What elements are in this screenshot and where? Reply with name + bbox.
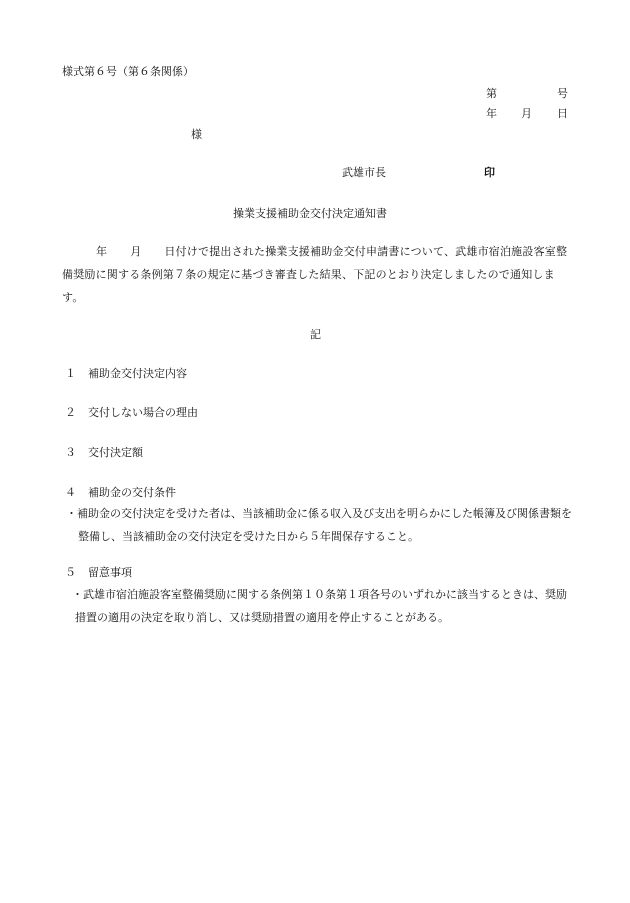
item-number: ４ [65, 486, 76, 499]
document-title: 操業支援補助金交付決定通知書 [233, 207, 387, 220]
item-label: 補助金交付決定内容 [88, 367, 187, 380]
item-5-note: ・武雄市宿泊施設客室整備奨励に関する条例第１０条第１項各号のいずれかに該当するときは、奨励措置の適用の決定を取り消し、又は奨励措置の適用を停止することがある。 [72, 588, 567, 624]
item-2 [65, 407, 198, 418]
item-3 [65, 447, 143, 458]
form-number: 様式第６号（第６条関係） [62, 65, 194, 78]
seal-mark: 印 [484, 166, 495, 179]
item-label: 交付しない場合の理由 [88, 406, 198, 419]
addressee-honorific: 様 [191, 128, 202, 141]
item-number: ５ [65, 566, 76, 579]
item-4-condition: ・補助金の交付決定を受けた者は、当該補助金に係る収入及び支出を明らかにした帳簿及び関係書類を整備し、当該補助金の交付決定を受けた日から５年間保存すること。 [66, 507, 572, 543]
body-text: 日付けで提出された操業支援補助金交付申請書について、武雄市宿泊施設客室整備奨励に関する条例第７条の規定に基づき審査した結果、下記のとおり決定しましたので通知します。 [62, 245, 568, 304]
sender-name: 武雄市長 [342, 166, 386, 179]
item-1 [65, 368, 187, 379]
date-year: 年 [486, 107, 497, 120]
body-date-month: 月 [130, 245, 142, 258]
document-number-suffix: 号 [557, 87, 568, 100]
item-4 [65, 487, 176, 498]
document-number-prefix: 第 [486, 87, 497, 100]
item-number: ３ [65, 446, 76, 459]
item-number: １ [65, 367, 76, 380]
item-5 [65, 567, 132, 578]
date-month: 月 [521, 107, 532, 120]
date-day: 日 [557, 107, 568, 120]
item-label: 留意事項 [88, 566, 132, 579]
item-number: ２ [65, 406, 76, 419]
body-date-year: 年 [96, 245, 108, 258]
body-paragraph [62, 240, 574, 309]
item-label: 交付決定額 [88, 446, 143, 459]
item-label: 補助金の交付条件 [88, 486, 176, 499]
ki-heading: 記 [310, 328, 321, 341]
